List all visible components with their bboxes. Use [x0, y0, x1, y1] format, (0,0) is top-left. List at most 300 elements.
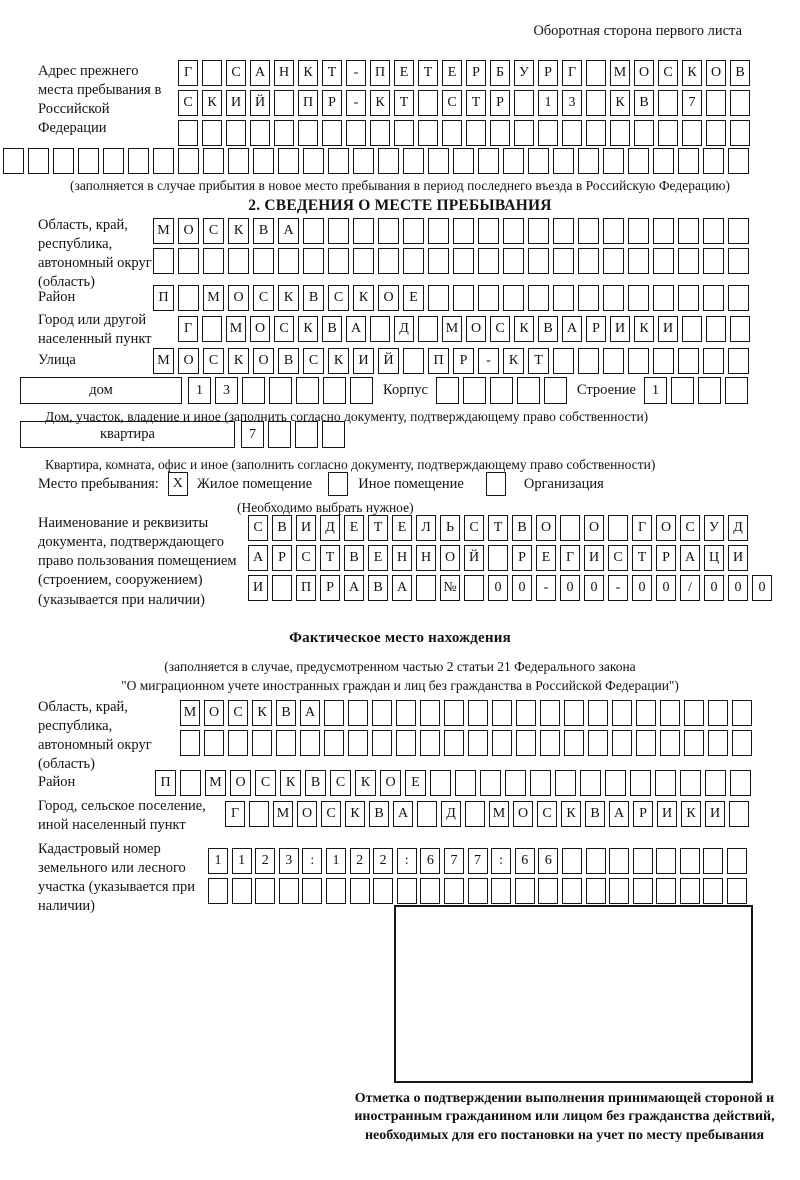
char-cell[interactable]: В [303, 285, 324, 311]
char-cell[interactable]: О [178, 218, 199, 244]
char-cell[interactable]: Е [368, 545, 388, 571]
char-cell[interactable]: О [228, 285, 249, 311]
char-cell[interactable]: О [536, 515, 556, 541]
char-cell[interactable]: Б [490, 60, 510, 86]
char-cell[interactable] [428, 218, 449, 244]
char-cell[interactable] [226, 120, 246, 146]
char-cell[interactable]: Т [418, 60, 438, 86]
char-cell[interactable] [296, 377, 319, 404]
checkbox-residential[interactable]: X [168, 472, 188, 496]
char-cell[interactable] [703, 248, 724, 274]
char-cell[interactable]: П [428, 348, 449, 374]
char-cell[interactable]: - [346, 90, 366, 116]
char-cell[interactable] [303, 148, 324, 174]
char-cell[interactable] [478, 218, 499, 244]
char-cell[interactable] [588, 730, 608, 756]
char-cell[interactable] [249, 801, 269, 827]
char-cell[interactable]: А [344, 575, 364, 601]
char-cell[interactable] [727, 848, 747, 874]
char-cell[interactable]: О [297, 801, 317, 827]
char-cell[interactable] [269, 377, 292, 404]
char-cell[interactable]: Р [490, 90, 510, 116]
char-cell[interactable]: С [274, 316, 294, 342]
char-cell[interactable] [730, 770, 751, 796]
char-cell[interactable]: С [537, 801, 557, 827]
char-cell[interactable]: М [180, 700, 200, 726]
char-cell[interactable] [678, 218, 699, 244]
char-cell[interactable]: О [440, 545, 460, 571]
char-cell[interactable]: К [328, 348, 349, 374]
char-cell[interactable]: Ц [704, 545, 724, 571]
char-cell[interactable] [528, 218, 549, 244]
char-cell[interactable]: Д [394, 316, 414, 342]
char-cell[interactable]: С [178, 90, 198, 116]
char-cell[interactable] [396, 700, 416, 726]
char-cell[interactable] [491, 878, 511, 904]
char-cell[interactable]: О [378, 285, 399, 311]
char-cell[interactable]: К [503, 348, 524, 374]
char-cell[interactable]: Р [538, 60, 558, 86]
char-cell[interactable]: В [276, 700, 296, 726]
char-cell[interactable]: 6 [420, 848, 440, 874]
char-cell[interactable] [515, 878, 535, 904]
char-cell[interactable] [610, 120, 630, 146]
char-cell[interactable]: О [584, 515, 604, 541]
char-cell[interactable] [553, 148, 574, 174]
char-cell[interactable]: И [226, 90, 246, 116]
char-cell[interactable] [328, 248, 349, 274]
char-cell[interactable] [580, 770, 601, 796]
char-cell[interactable] [178, 120, 198, 146]
char-cell[interactable]: - [346, 60, 366, 86]
char-cell[interactable] [300, 730, 320, 756]
char-cell[interactable]: Т [528, 348, 549, 374]
char-cell[interactable]: 3 [562, 90, 582, 116]
char-cell[interactable]: И [610, 316, 630, 342]
char-cell[interactable] [278, 248, 299, 274]
char-cell[interactable] [350, 377, 373, 404]
char-cell[interactable] [653, 218, 674, 244]
char-cell[interactable]: 7 [241, 421, 264, 448]
char-cell[interactable]: Р [320, 575, 340, 601]
char-cell[interactable] [420, 730, 440, 756]
char-cell[interactable] [373, 878, 393, 904]
char-cell[interactable] [228, 248, 249, 274]
char-cell[interactable]: С [330, 770, 351, 796]
char-cell[interactable] [630, 770, 651, 796]
char-cell[interactable]: 0 [704, 575, 724, 601]
char-cell[interactable]: К [345, 801, 365, 827]
char-cell[interactable]: В [368, 575, 388, 601]
char-cell[interactable]: О [253, 348, 274, 374]
char-cell[interactable]: П [153, 285, 174, 311]
char-cell[interactable] [78, 148, 99, 174]
char-cell[interactable]: О [634, 60, 654, 86]
char-cell[interactable]: В [272, 515, 292, 541]
char-cell[interactable] [428, 248, 449, 274]
char-cell[interactable]: С [464, 515, 484, 541]
char-cell[interactable] [578, 285, 599, 311]
char-cell[interactable]: Г [225, 801, 245, 827]
char-cell[interactable] [586, 90, 606, 116]
char-cell[interactable] [706, 316, 726, 342]
char-cell[interactable]: С [680, 515, 700, 541]
char-cell[interactable] [603, 285, 624, 311]
char-cell[interactable] [444, 700, 464, 726]
char-cell[interactable] [324, 700, 344, 726]
char-cell[interactable]: Г [178, 316, 198, 342]
char-cell[interactable] [326, 878, 346, 904]
char-cell[interactable] [728, 248, 749, 274]
char-cell[interactable] [729, 801, 749, 827]
char-cell[interactable] [684, 730, 704, 756]
char-cell[interactable]: И [705, 801, 725, 827]
char-cell[interactable] [656, 848, 676, 874]
char-cell[interactable]: О [656, 515, 676, 541]
char-cell[interactable] [397, 878, 417, 904]
char-cell[interactable]: О [380, 770, 401, 796]
char-cell[interactable]: Р [322, 90, 342, 116]
char-cell[interactable]: О [204, 700, 224, 726]
char-cell[interactable] [730, 316, 750, 342]
char-cell[interactable]: Р [633, 801, 653, 827]
char-cell[interactable] [609, 878, 629, 904]
char-cell[interactable] [322, 421, 345, 448]
char-cell[interactable] [180, 770, 201, 796]
char-cell[interactable] [658, 120, 678, 146]
char-cell[interactable] [680, 878, 700, 904]
char-cell[interactable]: В [585, 801, 605, 827]
char-cell[interactable] [203, 248, 224, 274]
char-cell[interactable] [528, 248, 549, 274]
char-cell[interactable] [436, 377, 459, 404]
char-cell[interactable]: Д [320, 515, 340, 541]
char-cell[interactable]: И [248, 575, 268, 601]
char-cell[interactable]: Е [394, 60, 414, 86]
char-cell[interactable] [578, 248, 599, 274]
char-cell[interactable] [478, 285, 499, 311]
char-cell[interactable]: Е [536, 545, 556, 571]
char-cell[interactable] [605, 770, 626, 796]
char-cell[interactable] [464, 575, 484, 601]
char-cell[interactable] [514, 120, 534, 146]
char-cell[interactable]: Р [656, 545, 676, 571]
char-cell[interactable]: В [253, 218, 274, 244]
char-cell[interactable]: К [353, 285, 374, 311]
char-cell[interactable]: О [466, 316, 486, 342]
char-cell[interactable]: К [634, 316, 654, 342]
char-cell[interactable]: № [440, 575, 460, 601]
char-cell[interactable] [492, 730, 512, 756]
char-cell[interactable] [303, 218, 324, 244]
char-cell[interactable] [680, 770, 701, 796]
char-cell[interactable]: М [610, 60, 630, 86]
char-cell[interactable]: Т [466, 90, 486, 116]
char-cell[interactable]: О [178, 348, 199, 374]
char-cell[interactable]: И [657, 801, 677, 827]
char-cell[interactable] [703, 218, 724, 244]
char-cell[interactable] [53, 148, 74, 174]
char-cell[interactable]: К [278, 285, 299, 311]
char-cell[interactable]: 0 [584, 575, 604, 601]
char-cell[interactable]: А [562, 316, 582, 342]
char-cell[interactable] [728, 348, 749, 374]
char-cell[interactable]: 0 [488, 575, 508, 601]
char-cell[interactable]: Т [488, 515, 508, 541]
char-cell[interactable]: Р [512, 545, 532, 571]
char-cell[interactable] [562, 120, 582, 146]
char-cell[interactable] [346, 120, 366, 146]
char-cell[interactable] [378, 148, 399, 174]
char-cell[interactable]: С [203, 348, 224, 374]
char-cell[interactable]: : [491, 848, 511, 874]
char-cell[interactable]: С [608, 545, 628, 571]
char-cell[interactable] [253, 148, 274, 174]
char-cell[interactable]: К [514, 316, 534, 342]
char-cell[interactable] [564, 730, 584, 756]
char-cell[interactable] [678, 248, 699, 274]
char-cell[interactable] [540, 700, 560, 726]
char-cell[interactable] [503, 285, 524, 311]
char-cell[interactable]: Г [560, 545, 580, 571]
char-cell[interactable]: 0 [512, 575, 532, 601]
char-cell[interactable] [528, 148, 549, 174]
char-cell[interactable]: С [296, 545, 316, 571]
char-cell[interactable] [468, 730, 488, 756]
char-cell[interactable]: Д [728, 515, 748, 541]
char-cell[interactable]: В [730, 60, 750, 86]
char-cell[interactable]: С [303, 348, 324, 374]
char-cell[interactable] [203, 148, 224, 174]
char-cell[interactable]: М [153, 348, 174, 374]
char-cell[interactable]: - [478, 348, 499, 374]
char-cell[interactable]: 0 [560, 575, 580, 601]
char-cell[interactable]: М [226, 316, 246, 342]
char-cell[interactable]: 1 [644, 377, 667, 404]
char-cell[interactable]: С [228, 700, 248, 726]
char-cell[interactable] [628, 348, 649, 374]
char-cell[interactable] [628, 148, 649, 174]
char-cell[interactable]: Е [405, 770, 426, 796]
char-cell[interactable]: - [536, 575, 556, 601]
char-cell[interactable] [603, 148, 624, 174]
char-cell[interactable] [703, 348, 724, 374]
char-cell[interactable]: А [680, 545, 700, 571]
char-cell[interactable]: И [584, 545, 604, 571]
char-cell[interactable] [730, 90, 750, 116]
char-cell[interactable]: М [489, 801, 509, 827]
char-cell[interactable] [634, 120, 654, 146]
char-cell[interactable]: В [538, 316, 558, 342]
char-cell[interactable]: К [280, 770, 301, 796]
char-cell[interactable]: Л [416, 515, 436, 541]
char-cell[interactable] [202, 60, 222, 86]
char-cell[interactable]: Й [378, 348, 399, 374]
char-cell[interactable] [678, 348, 699, 374]
char-cell[interactable] [732, 730, 752, 756]
char-cell[interactable]: 3 [279, 848, 299, 874]
char-cell[interactable] [253, 248, 274, 274]
char-cell[interactable] [403, 148, 424, 174]
char-cell[interactable] [503, 148, 524, 174]
char-cell[interactable] [492, 700, 512, 726]
char-cell[interactable]: К [252, 700, 272, 726]
char-cell[interactable]: С [203, 218, 224, 244]
char-cell[interactable] [28, 148, 49, 174]
char-cell[interactable]: К [298, 316, 318, 342]
char-cell[interactable]: 6 [538, 848, 558, 874]
char-cell[interactable] [678, 148, 699, 174]
char-cell[interactable] [328, 148, 349, 174]
char-cell[interactable] [420, 878, 440, 904]
char-cell[interactable]: К [561, 801, 581, 827]
char-cell[interactable] [603, 248, 624, 274]
char-cell[interactable] [453, 218, 474, 244]
char-cell[interactable] [708, 730, 728, 756]
char-cell[interactable] [378, 218, 399, 244]
char-cell[interactable] [730, 120, 750, 146]
char-cell[interactable] [252, 730, 272, 756]
char-cell[interactable]: Е [403, 285, 424, 311]
char-cell[interactable] [178, 285, 199, 311]
char-cell[interactable]: С [328, 285, 349, 311]
char-cell[interactable] [453, 285, 474, 311]
checkbox-organization[interactable] [486, 472, 506, 496]
char-cell[interactable]: 2 [255, 848, 275, 874]
char-cell[interactable] [682, 316, 702, 342]
char-cell[interactable]: Й [250, 90, 270, 116]
char-cell[interactable]: О [250, 316, 270, 342]
char-cell[interactable] [488, 545, 508, 571]
char-cell[interactable]: С [253, 285, 274, 311]
char-cell[interactable] [272, 575, 292, 601]
char-cell[interactable] [353, 248, 374, 274]
char-cell[interactable] [727, 878, 747, 904]
char-cell[interactable]: 1 [326, 848, 346, 874]
char-cell[interactable] [490, 377, 513, 404]
char-cell[interactable] [208, 878, 228, 904]
char-cell[interactable] [660, 700, 680, 726]
char-cell[interactable]: В [322, 316, 342, 342]
char-cell[interactable]: Ь [440, 515, 460, 541]
char-cell[interactable] [586, 60, 606, 86]
char-cell[interactable]: И [353, 348, 374, 374]
char-cell[interactable] [578, 148, 599, 174]
char-cell[interactable]: 0 [728, 575, 748, 601]
char-cell[interactable]: М [442, 316, 462, 342]
char-cell[interactable] [428, 285, 449, 311]
char-cell[interactable] [274, 120, 294, 146]
char-cell[interactable] [578, 218, 599, 244]
char-cell[interactable]: А [300, 700, 320, 726]
char-cell[interactable]: И [296, 515, 316, 541]
char-cell[interactable] [255, 878, 275, 904]
char-cell[interactable] [608, 515, 628, 541]
char-cell[interactable]: А [250, 60, 270, 86]
char-cell[interactable]: К [681, 801, 701, 827]
char-cell[interactable] [706, 120, 726, 146]
char-cell[interactable]: К [298, 60, 318, 86]
char-cell[interactable] [232, 878, 252, 904]
char-cell[interactable] [180, 730, 200, 756]
char-cell[interactable] [516, 730, 536, 756]
char-cell[interactable]: Т [394, 90, 414, 116]
char-cell[interactable]: Н [416, 545, 436, 571]
char-cell[interactable] [278, 148, 299, 174]
char-cell[interactable] [372, 730, 392, 756]
char-cell[interactable] [396, 730, 416, 756]
char-cell[interactable]: А [248, 545, 268, 571]
char-cell[interactable]: Т [368, 515, 388, 541]
char-cell[interactable]: П [155, 770, 176, 796]
char-cell[interactable] [463, 377, 486, 404]
char-cell[interactable] [703, 285, 724, 311]
char-cell[interactable] [514, 90, 534, 116]
char-cell[interactable] [480, 770, 501, 796]
char-cell[interactable] [202, 316, 222, 342]
char-cell[interactable] [612, 700, 632, 726]
char-cell[interactable]: С [255, 770, 276, 796]
char-cell[interactable]: М [273, 801, 293, 827]
char-cell[interactable] [228, 730, 248, 756]
char-cell[interactable]: И [658, 316, 678, 342]
char-cell[interactable]: И [728, 545, 748, 571]
char-cell[interactable] [418, 316, 438, 342]
char-cell[interactable] [653, 285, 674, 311]
char-cell[interactable]: С [658, 60, 678, 86]
char-cell[interactable] [103, 148, 124, 174]
char-cell[interactable]: А [392, 575, 412, 601]
char-cell[interactable]: О [230, 770, 251, 796]
char-cell[interactable] [444, 730, 464, 756]
char-cell[interactable] [708, 700, 728, 726]
char-cell[interactable]: 2 [373, 848, 393, 874]
char-cell[interactable] [178, 248, 199, 274]
char-cell[interactable] [204, 730, 224, 756]
char-cell[interactable] [633, 878, 653, 904]
char-cell[interactable] [728, 285, 749, 311]
char-cell[interactable] [430, 770, 451, 796]
char-cell[interactable] [324, 730, 344, 756]
char-cell[interactable] [658, 90, 678, 116]
char-cell[interactable] [609, 848, 629, 874]
char-cell[interactable]: А [278, 218, 299, 244]
char-cell[interactable]: Г [562, 60, 582, 86]
char-cell[interactable] [553, 348, 574, 374]
char-cell[interactable] [538, 120, 558, 146]
char-cell[interactable] [350, 878, 370, 904]
char-cell[interactable] [370, 120, 390, 146]
char-cell[interactable] [403, 348, 424, 374]
char-cell[interactable] [732, 700, 752, 726]
char-cell[interactable]: Г [178, 60, 198, 86]
char-cell[interactable] [562, 878, 582, 904]
char-cell[interactable] [298, 120, 318, 146]
checkbox-other-premises[interactable] [328, 472, 348, 496]
char-cell[interactable]: Н [274, 60, 294, 86]
char-cell[interactable] [478, 248, 499, 274]
char-cell[interactable] [586, 848, 606, 874]
char-cell[interactable] [353, 148, 374, 174]
char-cell[interactable] [530, 770, 551, 796]
char-cell[interactable] [633, 848, 653, 874]
char-cell[interactable] [553, 218, 574, 244]
char-cell[interactable] [202, 120, 222, 146]
char-cell[interactable] [302, 878, 322, 904]
char-cell[interactable] [517, 377, 540, 404]
char-cell[interactable] [671, 377, 694, 404]
char-cell[interactable]: Р [272, 545, 292, 571]
